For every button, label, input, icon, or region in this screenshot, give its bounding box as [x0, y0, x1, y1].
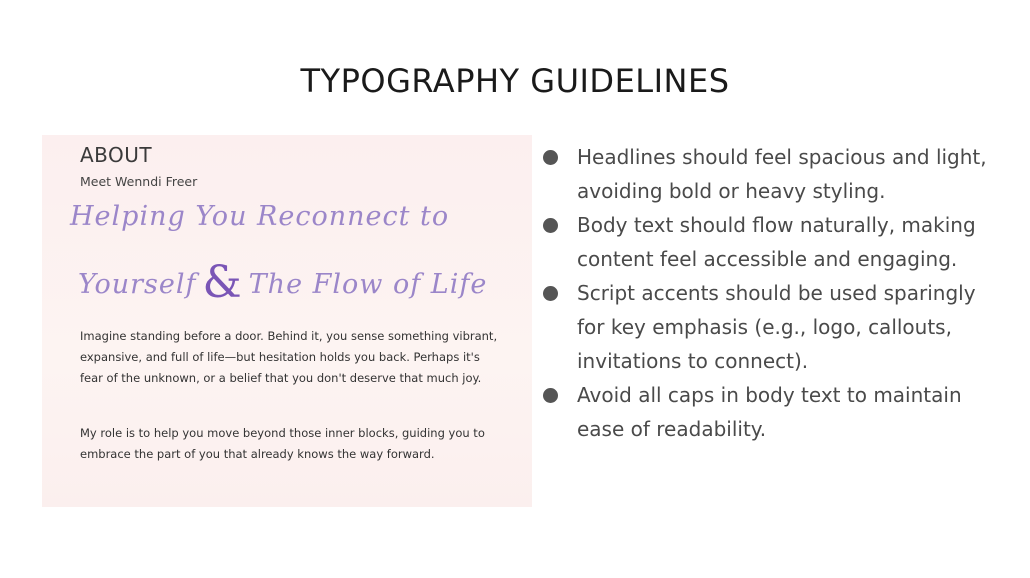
- body-paragraph-1: Imagine standing before a door. Behind it, you sense something vibrant, expansive, and full of life—but hesitation holds you back. Perhaps it's fear of the unknown, or a belief that you don't deserve that much joy.: [80, 329, 498, 385]
- ampersand-accent: &: [202, 257, 243, 308]
- slide-title: TYPOGRAPHY GUIDELINES: [300, 62, 730, 100]
- script-headline-line-2: [78, 257, 487, 308]
- guideline-text: Headlines should feel spacious and light, avoiding bold or heavy styling.: [577, 145, 987, 203]
- body-paragraph-2: My role is to help you move beyond those inner blocks, guiding you to embrace the part of you that already knows the way forward.: [80, 426, 485, 461]
- script-word-yourself: Yourself: [78, 269, 197, 300]
- guideline-item: [540, 208, 990, 276]
- guidelines-list: [540, 140, 990, 446]
- script-headline-line-1: Helping You Reconnect to: [70, 201, 450, 232]
- guideline-text: Script accents should be used sparingly for key emphasis (e.g., logo, callouts, invitations to connect).: [577, 281, 976, 373]
- about-heading: ABOUT: [80, 143, 153, 167]
- typography-example-panel: [42, 135, 532, 507]
- bullet-dot-icon: [543, 218, 558, 233]
- bullet-dot-icon: [543, 150, 558, 165]
- guideline-item: [540, 276, 990, 378]
- bullet-dot-icon: [543, 286, 558, 301]
- guideline-text: Avoid all caps in body text to maintain ease of readability.: [577, 383, 962, 441]
- guideline-item: [540, 140, 990, 208]
- guideline-text: Body text should flow naturally, making content feel accessible and engaging.: [577, 213, 976, 271]
- guideline-item: [540, 378, 990, 446]
- script-phrase-flow-of-life: The Flow of Life: [248, 269, 488, 300]
- about-subheading: Meet Wenndi Freer: [80, 174, 198, 189]
- bullet-dot-icon: [543, 388, 558, 403]
